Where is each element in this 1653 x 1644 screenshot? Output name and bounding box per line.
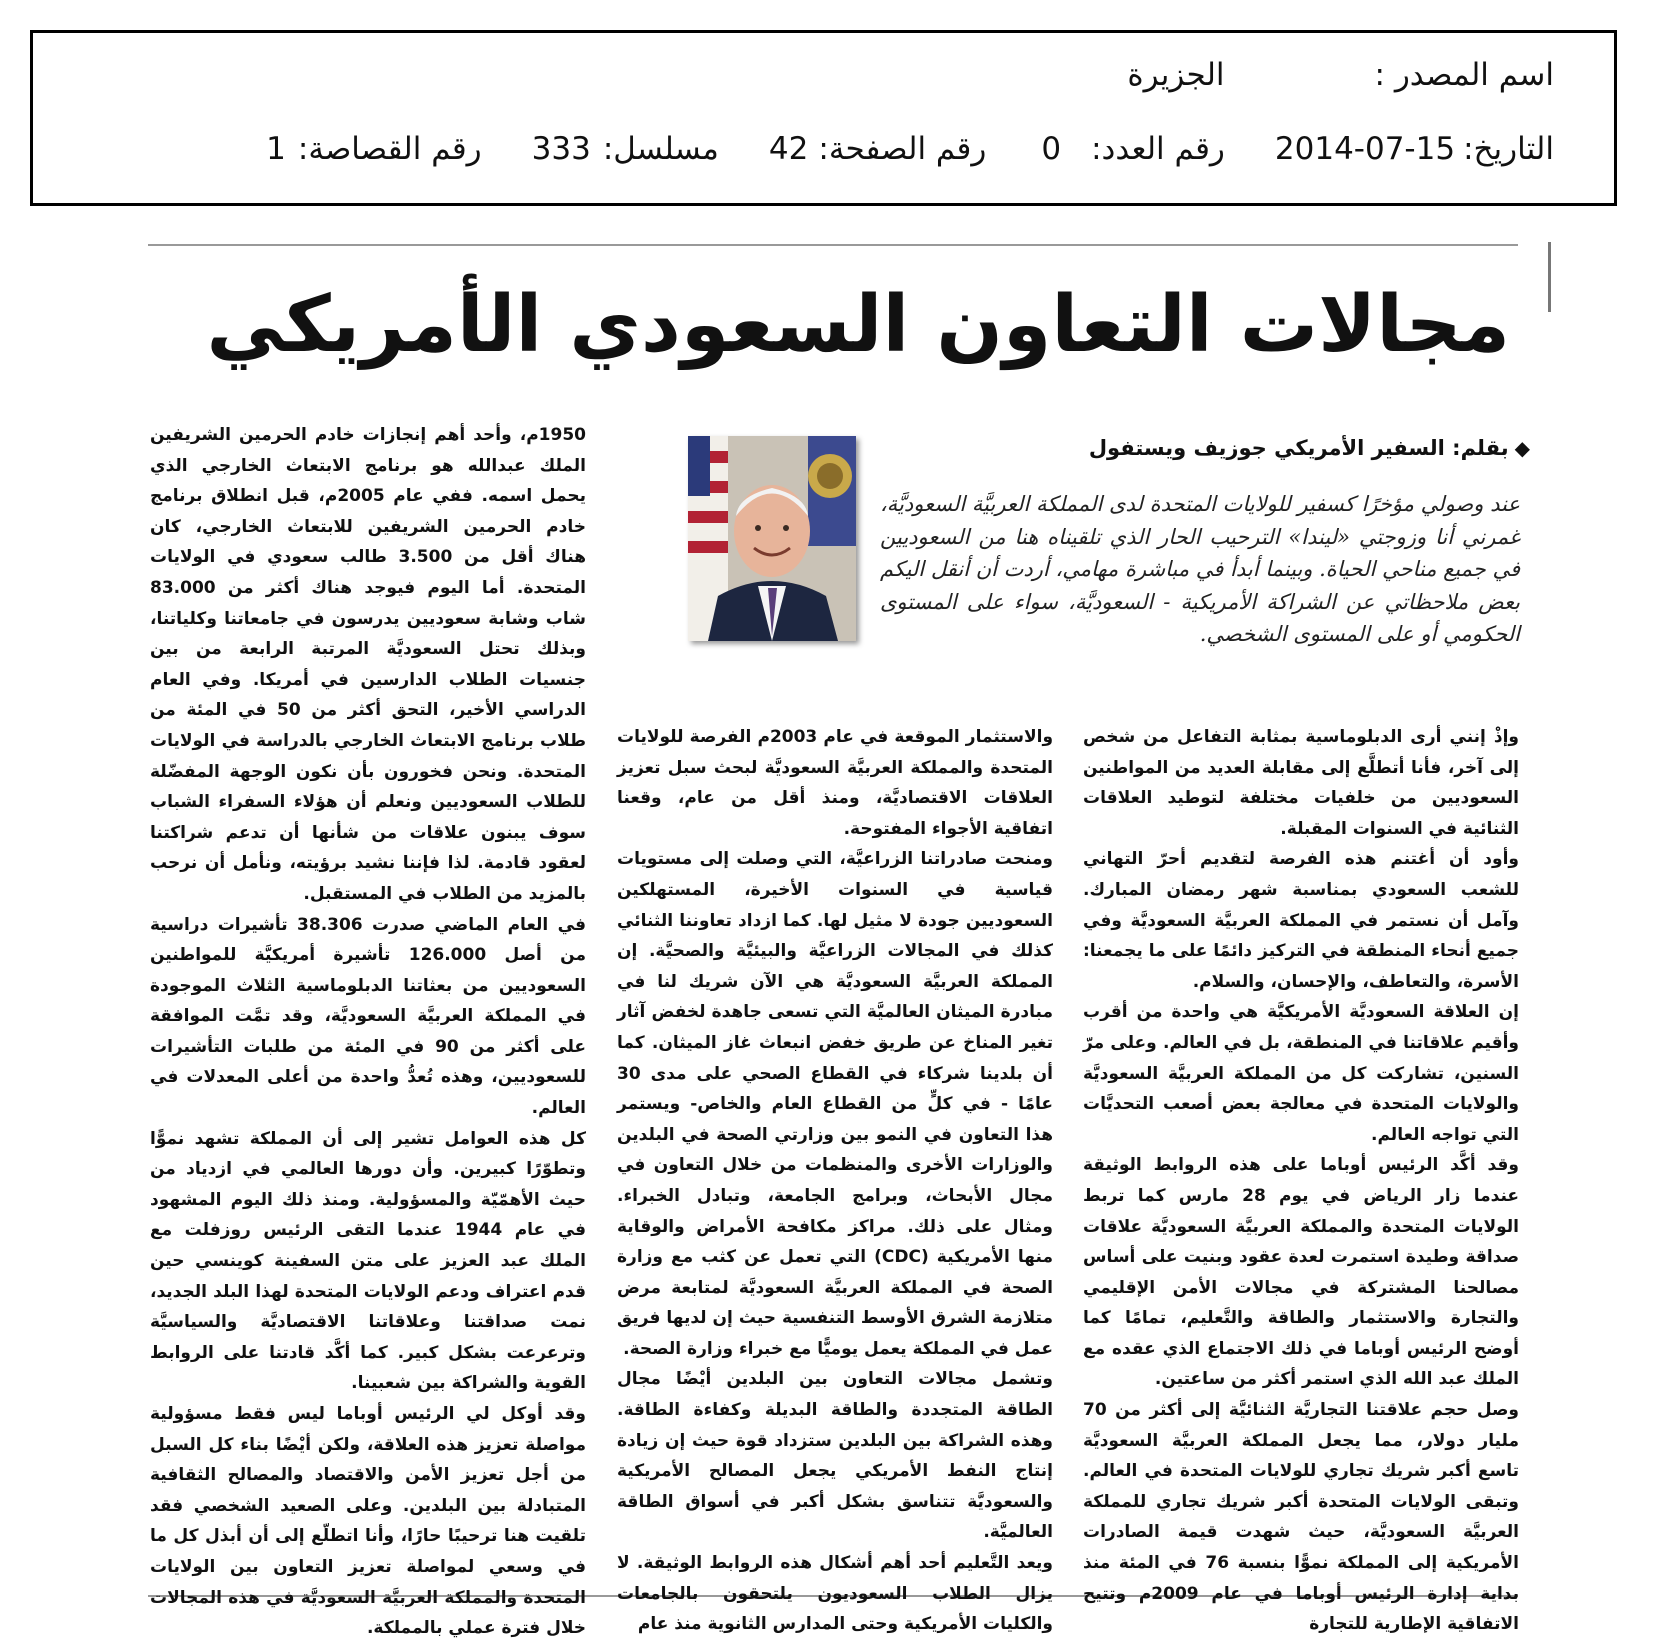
clipping-info-box xyxy=(30,30,1617,206)
column-middle xyxy=(617,722,1053,1640)
byline xyxy=(870,436,1530,460)
paragraph: وقد أكَّد الرئيس أوباما على هذه الروابط الوثيقة عندما زار الرياض في يوم 28 مارس كما تربط الولايات المتحدة والمملكة العربيَّة السعوديَّة علاقات صداقة وطيدة استمرت لعدة عقود وبنيت على أساس مصالحنا المشتركة في مجالات الأمن الإقليمي والتجارة والاستثمار والطاقة والتَّعليم، تمامًا كما أوضح الرئيس أوباما في ذلك الاجتماع الذي عقده مع الملك عبد الله الذي استمر أكثر من ساعتين. xyxy=(1083,1155,1519,1390)
date-value: 2014-07-15 xyxy=(1274,131,1456,167)
paragraph: والاستثمار الموقعة في عام 2003م الفرصة للولايات المتحدة والمملكة العربيَّة السعوديَّة لبحث سبل تعزيز العلاقات الاقتصاديَّة، ومنذ أقل من عام، وقعنا اتفاقية الأجواء المفتوحة. xyxy=(617,727,1054,839)
paragraph: وصل حجم علاقتنا التجاريَّة الثنائيَّة إلى أكثر من 70 مليار دولار، مما يجعل المملكة العربيَّة السعوديَّة تاسع أكبر شريك تجاري للولايات المتحدة في العالم. وتبقى الولايات المتحدة أكبر شريك تجاري للمملكة العربيَّة السعوديَّة، حيث شهدت قيمة الصادرات الأمريكية إلى المملكة نموًّا بنسبة 76 في المئة منذ بداية إدارة الرئيس أوباما في عام 2009م وتتيح الاتفاقية الإطارية للتجارة xyxy=(1083,1400,1519,1635)
clip-value: 1 xyxy=(266,131,286,167)
article-intro: عند وصولي مؤخرًا كسفير للولايات المتحدة لدى المملكة العربيَّة السعوديَّة، غمرني أنا وزوجتي «ليندا» الترحيب الحار الذي تلقيناه هنا من السعوديين في جميع مناحي الحياة. وبينما أبدأ في مباشرة مهامي، أردت أن أنقل اليكم بعض ملاحظاتي عن الشراكة الأمريكية - السعوديَّة، سواء على المستوى الحكومي أو على المستوى الشخصي. xyxy=(880,492,1520,646)
issue-value: 0 xyxy=(1041,131,1062,167)
metadata-row xyxy=(266,131,1554,167)
byline-text: بقلم: السفير الأمريكي جوزيف ويستفول xyxy=(1088,436,1509,460)
paragraph: وإذْ إنني أرى الدبلوماسية بمثابة التفاعل من شخص إلى آخر، فأنا أتطلَّع إلى مقابلة العديد من المواطنين السعوديين من خلفيات مختلفة لتوطيد العلاقات الثنائية في السنوات المقبلة. xyxy=(1083,727,1519,839)
serial-value: 333 xyxy=(531,131,591,167)
top-rule xyxy=(148,244,1518,246)
paragraph: ومنحت صادراتنا الزراعيَّة، التي وصلت إلى مستويات قياسية في السنوات الأخيرة، المستهلكين السعوديين جودة لا مثيل لها. كما ازداد تعاوننا الثنائي كذلك في المجالات الزراعيَّة والبيئيَّة والصحيَّة. إن المملكة العربيَّة السعوديَّة هي الآن شريك لنا في مبادرة الميثان العالميَّة التي تسعى جاهدة لخفض آثار تغير المناخ عن طريق خفض انبعاث غاز الميثان. كما أن بلدينا شركاء في القطاع الصحي على مدى 30 عامًا - في كلٍّ من القطاع العام والخاص- ويستمر هذا التعاون في النمو بين وزارتي الصحة في البلدين والوزارات الأخرى والمنظمات من خلال التعاون في مجال الأبحاث، وبرامج الجامعة، وتبادل الخبراء. ومثال على ذلك. مراكز مكافحة الأمراض والوقاية منها الأمريكية (CDC) التي تعمل عن كثب مع وزارة الصحة في المملكة العربيَّة السعوديَّة لمتابعة مرض متلازمة الشرق الأوسط التنفسية حيث إن لديها فريق عمل في المملكة يعمل يوميًّا مع خبراء وزارة الصحة. xyxy=(617,849,1053,1359)
clip-label: رقم القصاصة: xyxy=(297,131,482,167)
paragraph: وقد أوكل لي الرئيس أوباما ليس فقط مسؤولية مواصلة تعزيز هذه العلاقة، ولكن أيْضًا بناء كل السبل من أجل تعزيز الأمن والاقتصاد والمصالح الثقافية المتبادلة بين البلدين. وعلى الصعيد الشخصي فقد تلقيت هنا ترحيبًا حارًا، وأنا اتطلّع إلى أن أبذل كل ما في وسعي لمواصلة تعزيز التعاون بين الولايات المتحدة والمملكة العربيَّة السعوديَّة في هذه المجالات خلال فترة عملي بالمملكة. xyxy=(150,1404,586,1639)
source-label: اسم المصدر : xyxy=(1374,57,1554,93)
issue-label: رقم العدد: xyxy=(1091,131,1225,167)
paragraph: وتشمل مجالات التعاون بين البلدين أيْضًا مجال الطاقة المتجددة والطاقة البديلة وكفاءة الطاقة. وهذه الشراكة بين البلدين ستزداد قوة حيث إن زيادة إنتاج النفط الأمريكي يجعل المصالح الأمريكية والسعوديَّة تتناسق بشكل أكبر في أسواق الطاقة العالميَّة. xyxy=(617,1369,1053,1543)
paragraph: 1950م، وأحد أهم إنجازات خادم الحرمين الشريفين الملك عبدالله هو برنامج الابتعاث الخارجي الذي يحمل اسمه. ففي عام 2005م، قبل انطلاق برنامج خادم الحرمين الشريفين للابتعاث الخارجي، كان هناك أقل من 3.500 طالب سعودي في الولايات المتحدة. أما اليوم فيوجد هناك أكثر من 83.000 شاب وشابة سعوديين يدرسون في جامعاتنا وكلياتنا، وبذلك تحتل السعوديَّة المرتبة الرابعة من بين جنسيات الطلاب الدارسين في أمريكا. وفي العام الدراسي الأخير، التحق أكثر من 50 في المئة من طلاب برنامج الابتعاث الخارجي بالدراسة في الولايات المتحدة. ونحن فخورون بأن نكون الوجهة المفضّلة للطلاب السعوديين ونعلم أن هؤلاء السفراء الشباب سوف يبنون علاقات من شأنها أن تدعم شراكتنا لعقود قادمة. لذا فإننا نشيد برؤيته، ونأمل أن نرحب بالمزيد من الطلاب في المستقبل. xyxy=(150,425,587,904)
serial-label: مسلسل: xyxy=(602,131,719,167)
diamond-bullet-icon: ◆ xyxy=(1514,436,1530,460)
date-label: التاريخ: xyxy=(1463,131,1554,167)
article-headline: مجالات التعاون السعودي الأمريكي xyxy=(206,280,1510,370)
author-photo xyxy=(688,436,856,641)
source-value: الجزيرة xyxy=(1127,57,1225,93)
paragraph: في العام الماضي صدرت 38.306 تأشيرات دراسية من أصل 126.000 تأشيرة أمريكيَّة للمواطنين السعوديين من بعثاتنا الدبلوماسية الثلاث الموجودة في المملكة العربيَّة السعوديَّة، وقد تمَّت الموافقة على أكثر من 90 في المئة من طلبات التأشيرات للسعوديين، وهذه تُعدُّ واحدة من أعلى المعدلات في العالم. xyxy=(150,914,586,1119)
page-label: رقم الصفحة: xyxy=(818,131,987,167)
source-row xyxy=(1127,57,1554,93)
ambassador-portrait-icon xyxy=(688,436,856,641)
paragraph: إن العلاقة السعوديَّة الأمريكيَّة هي واحدة من أقرب وأقيم علاقاتنا في المنطقة، بل في العالم. وعلى مرّ السنين، تشاركت كل من المملكة العربيَّة السعوديَّة والولايات المتحدة في معالجة بعض أصعب التحديَّات التي تواجه العالم. xyxy=(1083,1002,1519,1145)
column-right xyxy=(1083,722,1519,1640)
column-left xyxy=(150,420,586,1644)
paragraph: كل هذه العوامل تشير إلى أن المملكة تشهد نموًّا وتطوّرًا كبيرين. وأن دورها العالمي في ازدياد من حيث الأهمّيّة والمسؤولية. ومنذ ذلك اليوم المشهود في عام 1944 عندما التقى الرئيس روزفلت مع الملك عبد العزيز على متن السفينة كوينسي حين قدم اعتراف ودعم الولايات المتحدة لهذا البلد الجديد، نمت صداقتنا وعلاقاتنا الاقتصاديَّة والسياسيَّة وترعرعت بشكل كبير. كما أكَّد قادتنا على الروابط القوية والشراكة بين شعبينا. xyxy=(150,1128,586,1394)
right-edge-rule xyxy=(1548,242,1551,312)
page-value: 42 xyxy=(768,131,809,167)
paragraph: وأود أن أغتنم هذه الفرصة لتقديم أحرّ التهاني للشعب السعودي بمناسبة شهر رمضان المبارك. وآمل أن نستمر في المملكة العربيَّة السعوديَّة وفي جميع أنحاء المنطقة في التركيز دائمًا على ما يجمعنا: الأسرة، والتعاطف، والإحسان، والسلام. xyxy=(1083,849,1519,992)
paragraph: ويعد التَّعليم أحد أهم أشكال هذه الروابط الوثيقة. لا يزال الطلاب السعوديون يلتحقون بالجامعات والكليات الأمريكية وحتى المدارس الثانوية منذ عام xyxy=(617,1553,1053,1635)
